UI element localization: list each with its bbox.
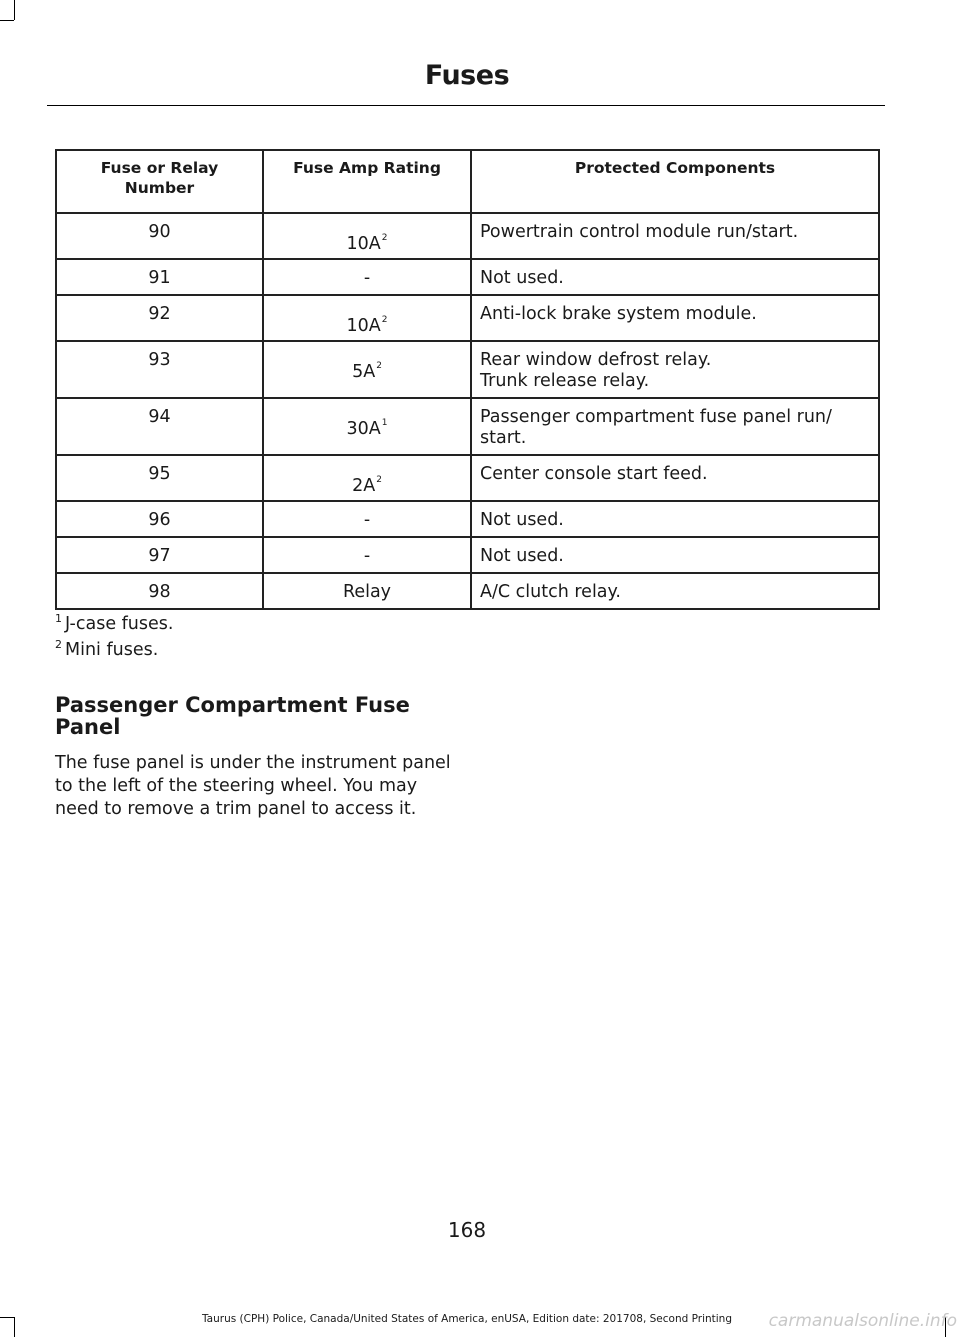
protected-components (471, 213, 879, 259)
amp-value (364, 510, 370, 530)
amp-value (347, 234, 388, 254)
footnote-mark: 2 (55, 638, 62, 651)
fuse-number: 93 (56, 341, 263, 398)
fuse-amp-rating (263, 455, 471, 501)
footnote-text: J-case fuses. (65, 613, 174, 634)
table-row (56, 501, 879, 537)
protected-components (471, 573, 879, 609)
component-line: Powertrain control module run/start. (480, 222, 799, 242)
amp-footnote-mark: 2 (381, 233, 388, 243)
fuse-amp-rating (263, 295, 471, 341)
table-row (56, 455, 879, 501)
table-row (56, 213, 879, 259)
fuse-number: 92 (56, 295, 263, 341)
fuse-amp-rating (263, 398, 471, 455)
component-line: Not used. (480, 546, 564, 566)
amp-value (364, 546, 370, 566)
fuse-number: 95 (56, 455, 263, 501)
component-line: Not used. (480, 510, 564, 530)
protected-components (471, 455, 879, 501)
table-row (56, 537, 879, 573)
footnote-2 (55, 638, 158, 660)
component-line: A/C clutch relay. (480, 582, 621, 602)
table-header-row (56, 150, 879, 213)
amp-text: 10A (346, 315, 381, 336)
protected-components (471, 341, 879, 398)
protected-components (471, 537, 879, 573)
protected-components (471, 259, 879, 295)
amp-text: Relay (342, 582, 392, 602)
amp-footnote-mark: 1 (381, 418, 388, 428)
protected-components (471, 501, 879, 537)
section-body: The fuse panel is under the instrument panel to the left of the steering wheel. You may need to remove a trim panel to access it. (55, 753, 451, 819)
table-row (56, 573, 879, 609)
amp-value (343, 582, 391, 602)
component-line: Rear window defrost relay. (480, 350, 712, 370)
fuse-number: 91 (56, 259, 263, 295)
amp-text: 30A (346, 418, 381, 439)
amp-text: - (363, 510, 371, 530)
footnote-1 (55, 612, 173, 634)
amp-value (347, 316, 388, 336)
amp-value (347, 419, 388, 439)
fuse-amp-rating (263, 341, 471, 398)
table-row (56, 398, 879, 455)
amp-value (352, 476, 382, 496)
fuse-amp-rating (263, 573, 471, 609)
fuse-amp-rating (263, 259, 471, 295)
amp-footnote-mark: 2 (376, 475, 382, 485)
amp-text: 2A (352, 475, 376, 496)
footnote-text: Mini fuses. (65, 639, 159, 660)
amp-footnote-mark: 2 (376, 361, 382, 371)
component-line: Center console start feed. (480, 464, 708, 484)
section-heading: Passenger Compartment Fuse Panel (55, 693, 410, 739)
header-amp-rating: Fuse Amp Rating (263, 150, 471, 213)
footer-edition: Taurus (CPH) Police, Canada/United States of America, enUSA, Edition date: 201708, Second Printing (202, 1313, 732, 1325)
protected-components (471, 295, 879, 341)
fuse-amp-rating (263, 213, 471, 259)
fuse-number: 98 (56, 573, 263, 609)
amp-text: - (363, 546, 371, 566)
amp-text: 5A (352, 361, 376, 382)
table-row (56, 259, 879, 295)
footnote-mark: 1 (55, 612, 62, 625)
fuse-table (55, 149, 880, 610)
component-line: Anti-lock brake system module. (480, 304, 757, 324)
amp-value (352, 362, 382, 382)
component-line: Passenger compartment fuse panel run/ start. (480, 407, 832, 448)
page-title: Fuses (424, 60, 510, 91)
component-line: Trunk release relay. (480, 371, 650, 391)
fuse-table-body (56, 213, 879, 609)
header-fuse-number: Fuse or Relay Number (56, 150, 263, 213)
component-line: Not used. (480, 268, 564, 288)
page-number: 168 (447, 1218, 487, 1242)
amp-text: 10A (346, 233, 381, 254)
fuse-amp-rating (263, 501, 471, 537)
fuse-number: 97 (56, 537, 263, 573)
title-rule (47, 105, 885, 106)
crop-mark (14, 0, 15, 20)
amp-text: - (363, 268, 371, 288)
watermark: carmanualsonline.info (768, 1311, 957, 1331)
header-protected-components: Protected Components (471, 150, 879, 213)
amp-footnote-mark: 2 (381, 315, 388, 325)
crop-mark (0, 20, 14, 21)
fuse-number: 90 (56, 213, 263, 259)
fuse-amp-rating (263, 537, 471, 573)
fuse-number: 96 (56, 501, 263, 537)
protected-components (471, 398, 879, 455)
fuse-number: 94 (56, 398, 263, 455)
table-row (56, 341, 879, 398)
table-row (56, 295, 879, 341)
amp-value (364, 268, 370, 288)
